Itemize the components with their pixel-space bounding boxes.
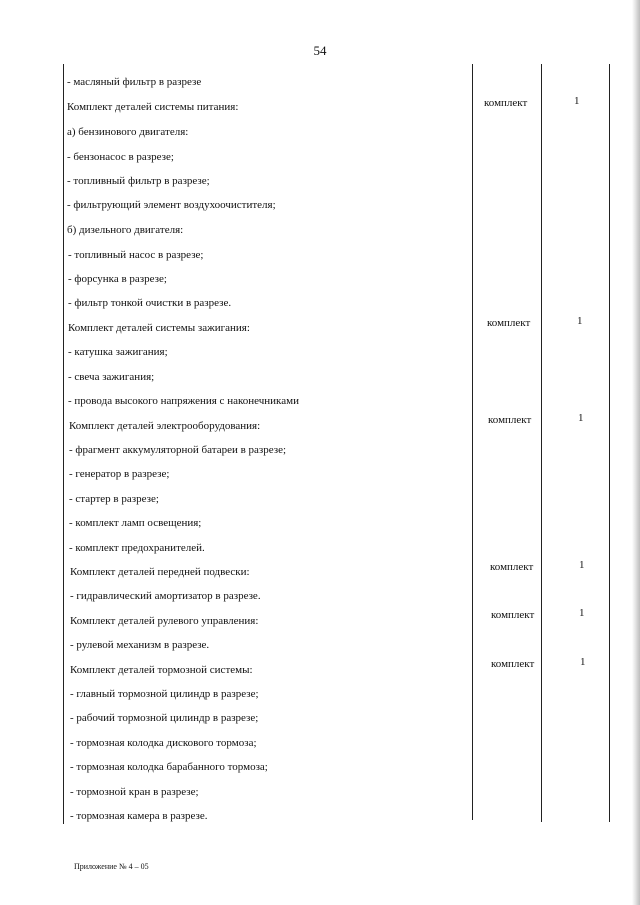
list-item: - фильтрующий элемент воздухоочистителя; bbox=[67, 199, 276, 211]
page-footer: Приложение № 4 – 05 bbox=[74, 862, 149, 871]
list-item: Комплект деталей электрооборудования: bbox=[69, 420, 261, 432]
list-item: - свеча зажигания; bbox=[68, 371, 155, 383]
list-item: - масляный фильтр в разрезе bbox=[67, 76, 202, 88]
unit-cell: комплект bbox=[490, 561, 534, 573]
page-number: 54 bbox=[313, 43, 327, 58]
list-item: - рулевой механизм в разрезе. bbox=[70, 639, 210, 651]
unit-cell: комплект bbox=[491, 658, 535, 670]
quantity-cell: 1 bbox=[577, 315, 583, 327]
list-item: - катушка зажигания; bbox=[68, 346, 168, 358]
unit-cell: комплект bbox=[488, 414, 532, 426]
quantity-cell: 1 bbox=[580, 656, 586, 668]
list-item: - бензонасос в разрезе; bbox=[67, 151, 174, 163]
table-border-unit-qty bbox=[541, 64, 542, 822]
unit-cell: комплект bbox=[484, 97, 528, 109]
list-item: Комплект деталей рулевого управления: bbox=[70, 615, 259, 627]
list-item: - стартер в разрезе; bbox=[69, 493, 159, 505]
unit-cell: комплект bbox=[491, 609, 535, 621]
quantity-cell: 1 bbox=[574, 95, 580, 107]
list-item: - генератор в разрезе; bbox=[69, 468, 170, 480]
list-item: - комплект ламп освещения; bbox=[69, 517, 202, 529]
list-item: - форсунка в разрезе; bbox=[68, 273, 167, 285]
list-item: б) дизельного двигателя: bbox=[67, 224, 184, 236]
list-item: Комплект деталей тормозной системы: bbox=[70, 664, 253, 676]
page-edge-shadow bbox=[632, 0, 640, 905]
list-item: - фильтр тонкой очистки в разрезе. bbox=[68, 297, 232, 309]
table-border-right bbox=[609, 64, 610, 822]
quantity-cell: 1 bbox=[579, 559, 585, 571]
list-item: - комплект предохранителей. bbox=[69, 542, 205, 554]
table-border-name-unit bbox=[472, 64, 473, 820]
list-item: - топливный фильтр в разрезе; bbox=[67, 175, 210, 187]
list-item: - тормозной кран в разрезе; bbox=[70, 786, 199, 798]
quantity-cell: 1 bbox=[578, 412, 584, 424]
quantity-cell: 1 bbox=[579, 607, 585, 619]
list-item: - тормозная колодка дискового тормоза; bbox=[70, 737, 257, 749]
list-item: - рабочий тормозной цилиндр в разрезе; bbox=[70, 712, 259, 724]
list-item: Комплект деталей системы питания: bbox=[67, 101, 239, 113]
list-item: - тормозная колодка барабанного тормоза; bbox=[70, 761, 268, 773]
list-item: - фрагмент аккумуляторной батареи в разрезе; bbox=[69, 444, 287, 456]
table-border-left bbox=[63, 64, 64, 824]
list-item: Комплект деталей передней подвески: bbox=[70, 566, 250, 578]
list-item: Комплект деталей системы зажигания: bbox=[68, 322, 250, 334]
list-item: - провода высокого напряжения с наконечниками bbox=[68, 395, 299, 407]
list-item: - тормозная камера в разрезе. bbox=[70, 810, 208, 822]
list-item: - главный тормозной цилиндр в разрезе; bbox=[70, 688, 259, 700]
list-item: - гидравлический амортизатор в разрезе. bbox=[70, 590, 261, 602]
list-item: - топливный насос в разрезе; bbox=[68, 249, 204, 261]
unit-cell: комплект bbox=[487, 317, 531, 329]
list-item: а) бензинового двигателя: bbox=[67, 126, 189, 138]
